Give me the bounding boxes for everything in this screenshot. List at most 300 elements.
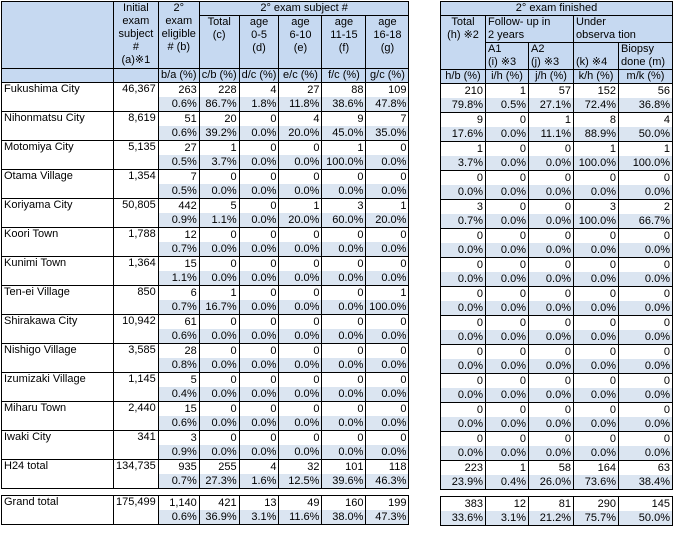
data-row bbox=[2, 228, 409, 243]
value-f: 0 bbox=[322, 373, 366, 388]
k-header bbox=[574, 43, 619, 70]
header-line: age bbox=[291, 16, 310, 28]
pct-k: 0.0% bbox=[574, 301, 619, 316]
pct-c: 27.3% bbox=[199, 474, 239, 489]
value-i: 0 bbox=[486, 345, 529, 360]
value-i: 0 bbox=[486, 142, 529, 157]
value-d: 0 bbox=[239, 112, 279, 127]
pct-f: 38.0% bbox=[322, 510, 366, 525]
pct-k: 100.0% bbox=[574, 156, 619, 171]
value-h: 0 bbox=[441, 258, 486, 273]
value-j: 1 bbox=[529, 113, 574, 128]
under-observation-header bbox=[574, 16, 673, 43]
pct-j: 0.0% bbox=[529, 185, 574, 200]
value-i: 1 bbox=[486, 461, 529, 476]
value-f: 1 bbox=[322, 141, 366, 156]
value-f: 160 bbox=[322, 496, 366, 511]
pct-k: 0.0% bbox=[574, 417, 619, 432]
pct-d: 0.0% bbox=[239, 300, 279, 315]
pct-m: 0.0% bbox=[619, 301, 673, 316]
pct-header: b/a (%) bbox=[158, 69, 199, 83]
value-f: 0 bbox=[322, 315, 366, 330]
followup-header bbox=[486, 16, 574, 43]
area-name: Fukushima City bbox=[2, 83, 114, 112]
value-c: 0 bbox=[199, 373, 239, 388]
pct-d: 0.0% bbox=[239, 242, 279, 257]
value-e: 49 bbox=[279, 496, 322, 511]
value-h: 3 bbox=[441, 200, 486, 215]
value-k: 0 bbox=[574, 171, 619, 186]
value-d: 0 bbox=[239, 286, 279, 301]
initial-exam-value: 50,805 bbox=[114, 199, 159, 228]
pct-g: 0.0% bbox=[366, 184, 409, 199]
value-c: 0 bbox=[199, 228, 239, 243]
value-g: 0 bbox=[366, 141, 409, 156]
pct-b: 0.5% bbox=[158, 155, 199, 170]
pct-c: 86.7% bbox=[199, 97, 239, 112]
value-e: 1 bbox=[279, 199, 322, 214]
pct-h: 0.0% bbox=[441, 272, 486, 287]
value-d: 0 bbox=[239, 141, 279, 156]
area-name: Kunimi Town bbox=[2, 257, 114, 286]
value-g: 7 bbox=[366, 112, 409, 127]
header-line: # (b) bbox=[167, 41, 191, 53]
initial-exam-value: 5,135 bbox=[114, 141, 159, 170]
value-j: 0 bbox=[529, 403, 574, 418]
value-h: 9 bbox=[441, 113, 486, 128]
pct-f: 0.0% bbox=[322, 271, 366, 286]
pct-e: 0.0% bbox=[279, 242, 322, 257]
value-e: 0 bbox=[279, 228, 322, 243]
data-row-pct bbox=[441, 156, 673, 171]
area-name: H24 total bbox=[2, 460, 114, 489]
value-k: 0 bbox=[574, 345, 619, 360]
pct-m: 0.0% bbox=[619, 417, 673, 432]
pct-f: 0.0% bbox=[322, 387, 366, 402]
pct-b: 0.6% bbox=[158, 97, 199, 112]
pct-k: 0.0% bbox=[574, 243, 619, 258]
pct-b: 0.9% bbox=[158, 445, 199, 460]
pct-e: 12.5% bbox=[279, 474, 322, 489]
value-e: 0 bbox=[279, 257, 322, 272]
header-line: (g) bbox=[380, 42, 395, 54]
value-k: 0 bbox=[574, 403, 619, 418]
data-row-pct bbox=[441, 475, 673, 490]
value-h: 210 bbox=[441, 84, 486, 99]
data-row bbox=[441, 316, 673, 331]
value-j: 0 bbox=[529, 258, 574, 273]
data-row-pct bbox=[441, 446, 673, 461]
pct-h: 0.7% bbox=[441, 214, 486, 229]
pct-d: 0.0% bbox=[239, 155, 279, 170]
pct-k: 0.0% bbox=[574, 185, 619, 200]
area-name: Otama Village bbox=[2, 170, 114, 199]
area-name: Motomiya City bbox=[2, 141, 114, 170]
value-d: 0 bbox=[239, 344, 279, 359]
value-h: 0 bbox=[441, 345, 486, 360]
value-k: 164 bbox=[574, 461, 619, 476]
initial-exam-value: 46,367 bbox=[114, 83, 159, 112]
area-name: Nihonmatsu City bbox=[2, 112, 114, 141]
pct-d: 0.0% bbox=[239, 416, 279, 431]
area-name: Koori Town bbox=[2, 228, 114, 257]
initial-exam-value: 8,619 bbox=[114, 112, 159, 141]
pct-g: 0.0% bbox=[366, 155, 409, 170]
data-row bbox=[441, 287, 673, 302]
pct-k: 0.0% bbox=[574, 272, 619, 287]
value-h: 0 bbox=[441, 316, 486, 331]
value-h: 1 bbox=[441, 142, 486, 157]
value-i: 0 bbox=[486, 229, 529, 244]
pct-j: 0.0% bbox=[529, 388, 574, 403]
value-e: 0 bbox=[279, 402, 322, 417]
data-row-pct bbox=[441, 330, 673, 345]
total-h-header bbox=[441, 16, 486, 70]
header-line: 2° bbox=[173, 2, 185, 14]
value-f: 0 bbox=[322, 431, 366, 446]
pct-i: 0.0% bbox=[486, 214, 529, 229]
data-row-pct bbox=[441, 417, 673, 432]
pct-h: 0.0% bbox=[441, 446, 486, 461]
value-i: 0 bbox=[486, 432, 529, 447]
area-name: Iwaki City bbox=[2, 431, 114, 460]
pct-c: 3.7% bbox=[199, 155, 239, 170]
pct-m: 0.0% bbox=[619, 272, 673, 287]
header-line: 16-18 bbox=[373, 29, 402, 41]
age-e-header bbox=[279, 16, 322, 69]
value-d: 0 bbox=[239, 373, 279, 388]
pct-k: 88.9% bbox=[574, 127, 619, 142]
finished-group-header: 2° exam finished bbox=[441, 2, 673, 16]
area-name: Nishigo Village bbox=[2, 344, 114, 373]
value-i: 0 bbox=[486, 316, 529, 331]
pct-header: m/k (%) bbox=[619, 70, 673, 84]
pct-header: d/c (%) bbox=[239, 69, 279, 83]
pct-m: 50.0% bbox=[619, 511, 673, 526]
pct-b: 0.7% bbox=[158, 300, 199, 315]
pct-header: e/c (%) bbox=[279, 69, 322, 83]
header-row-pct bbox=[441, 70, 673, 84]
pct-e: 0.0% bbox=[279, 329, 322, 344]
initial-exam-header bbox=[114, 2, 159, 69]
header-line: Initial bbox=[123, 2, 149, 14]
value-m: 0 bbox=[619, 374, 673, 389]
pct-f: 0.0% bbox=[322, 242, 366, 257]
pct-e: 0.0% bbox=[279, 184, 322, 199]
pct-c: 0.0% bbox=[199, 184, 239, 199]
pct-h: 0.0% bbox=[441, 243, 486, 258]
value-k: 152 bbox=[574, 84, 619, 99]
pct-i: 0.0% bbox=[486, 446, 529, 461]
value-k: 1 bbox=[574, 142, 619, 157]
header-row-1 bbox=[2, 2, 409, 16]
pct-d: 0.0% bbox=[239, 387, 279, 402]
value-c: 0 bbox=[199, 257, 239, 272]
pct-d: 3.1% bbox=[239, 510, 279, 525]
pct-blank bbox=[114, 69, 159, 83]
header-line: 11-15 bbox=[330, 29, 358, 41]
pct-f: 0.0% bbox=[322, 184, 366, 199]
area-pct-header bbox=[2, 69, 114, 83]
value-i: 0 bbox=[486, 113, 529, 128]
value-e: 0 bbox=[279, 373, 322, 388]
pct-i: 0.0% bbox=[486, 243, 529, 258]
exam-finished-table bbox=[440, 1, 673, 526]
header-line: 0-5 bbox=[251, 29, 267, 41]
pct-header: f/c (%) bbox=[322, 69, 366, 83]
value-j: 0 bbox=[529, 142, 574, 157]
pct-d: 1.6% bbox=[239, 474, 279, 489]
pct-g: 100.0% bbox=[366, 300, 409, 315]
pct-j: 0.0% bbox=[529, 417, 574, 432]
value-f: 0 bbox=[322, 344, 366, 359]
data-row bbox=[441, 403, 673, 418]
pct-m: 0.0% bbox=[619, 359, 673, 374]
value-g: 118 bbox=[366, 460, 409, 475]
value-h: 0 bbox=[441, 403, 486, 418]
pct-c: 36.9% bbox=[199, 510, 239, 525]
value-c: 1 bbox=[199, 286, 239, 301]
value-g: 1 bbox=[366, 199, 409, 214]
pct-m: 0.0% bbox=[619, 185, 673, 200]
pct-c: 0.0% bbox=[199, 271, 239, 286]
pct-e: 20.0% bbox=[279, 126, 322, 141]
pct-c: 0.0% bbox=[199, 358, 239, 373]
pct-header: g/c (%) bbox=[366, 69, 409, 83]
value-i: 0 bbox=[486, 374, 529, 389]
pct-f: 45.0% bbox=[322, 126, 366, 141]
value-c: 0 bbox=[199, 315, 239, 330]
value-c: 0 bbox=[199, 431, 239, 446]
pct-k: 73.6% bbox=[574, 475, 619, 490]
data-row bbox=[441, 461, 673, 476]
spacer bbox=[441, 490, 673, 497]
pct-j: 0.0% bbox=[529, 243, 574, 258]
data-row bbox=[441, 171, 673, 186]
pct-b: 0.5% bbox=[158, 184, 199, 199]
data-row bbox=[441, 432, 673, 447]
value-h: 383 bbox=[441, 497, 486, 512]
value-f: 9 bbox=[322, 112, 366, 127]
pct-h: 79.8% bbox=[441, 98, 486, 113]
value-k: 0 bbox=[574, 432, 619, 447]
value-i: 1 bbox=[486, 84, 529, 99]
pct-j: 26.0% bbox=[529, 475, 574, 490]
header-row-2 bbox=[441, 16, 673, 43]
value-i: 0 bbox=[486, 171, 529, 186]
value-d: 0 bbox=[239, 199, 279, 214]
pct-d: 0.0% bbox=[239, 271, 279, 286]
data-row bbox=[441, 200, 673, 215]
value-e: 0 bbox=[279, 141, 322, 156]
pct-i: 0.0% bbox=[486, 185, 529, 200]
pct-e: 0.0% bbox=[279, 271, 322, 286]
data-row-pct bbox=[441, 185, 673, 200]
pct-e: 11.8% bbox=[279, 97, 322, 112]
pct-f: 100.0% bbox=[322, 155, 366, 170]
value-d: 0 bbox=[239, 402, 279, 417]
pct-i: 0.0% bbox=[486, 417, 529, 432]
value-d: 13 bbox=[239, 496, 279, 511]
value-m: 1 bbox=[619, 142, 673, 157]
data-row-pct bbox=[441, 243, 673, 258]
pct-b: 0.7% bbox=[158, 474, 199, 489]
pct-m: 0.0% bbox=[619, 446, 673, 461]
pct-j: 0.0% bbox=[529, 301, 574, 316]
value-k: 0 bbox=[574, 229, 619, 244]
data-row-pct bbox=[441, 359, 673, 374]
value-m: 0 bbox=[619, 258, 673, 273]
pct-g: 46.3% bbox=[366, 474, 409, 489]
header-line: age bbox=[334, 16, 354, 28]
value-f: 0 bbox=[322, 170, 366, 185]
initial-exam-value: 1,364 bbox=[114, 257, 159, 286]
value-h: 0 bbox=[441, 432, 486, 447]
pct-b: 0.6% bbox=[158, 126, 199, 141]
value-d: 0 bbox=[239, 257, 279, 272]
header-row-1 bbox=[441, 2, 673, 16]
value-e: 0 bbox=[279, 431, 322, 446]
value-m: 56 bbox=[619, 84, 673, 99]
value-g: 0 bbox=[366, 170, 409, 185]
value-k: 0 bbox=[574, 316, 619, 331]
value-k: 0 bbox=[574, 287, 619, 302]
pct-f: 38.6% bbox=[322, 97, 366, 112]
biopsy-header bbox=[619, 43, 673, 70]
header-line: exam bbox=[122, 15, 150, 27]
data-row-pct bbox=[441, 214, 673, 229]
pct-k: 75.7% bbox=[574, 511, 619, 526]
value-f: 101 bbox=[322, 460, 366, 475]
pct-f: 0.0% bbox=[322, 416, 366, 431]
pct-b: 0.6% bbox=[158, 329, 199, 344]
value-b: 7 bbox=[158, 170, 199, 185]
pct-b: 0.8% bbox=[158, 358, 199, 373]
value-m: 2 bbox=[619, 200, 673, 215]
data-row bbox=[441, 497, 673, 512]
area-header bbox=[2, 2, 114, 69]
pct-h: 0.0% bbox=[441, 388, 486, 403]
area-name: Grand total bbox=[2, 496, 114, 525]
pct-h: 17.6% bbox=[441, 127, 486, 142]
pct-e: 0.0% bbox=[279, 155, 322, 170]
pct-f: 0.0% bbox=[322, 329, 366, 344]
pct-d: 0.0% bbox=[239, 126, 279, 141]
area-name: Izumizaki Village bbox=[2, 373, 114, 402]
data-row bbox=[441, 258, 673, 273]
area-name: Ten-ei Village bbox=[2, 286, 114, 315]
value-b: 263 bbox=[158, 83, 199, 98]
pct-header: c/b (%) bbox=[199, 69, 239, 83]
age-g-header bbox=[366, 16, 409, 69]
pct-i: 0.0% bbox=[486, 388, 529, 403]
value-j: 0 bbox=[529, 229, 574, 244]
a1-header bbox=[486, 43, 529, 70]
pct-b: 0.6% bbox=[158, 416, 199, 431]
pct-e: 0.0% bbox=[279, 445, 322, 460]
area-name: Miharu Town bbox=[2, 402, 114, 431]
value-m: 0 bbox=[619, 345, 673, 360]
value-j: 58 bbox=[529, 461, 574, 476]
header-line: (a)※1 bbox=[121, 54, 151, 66]
header-line: (e) bbox=[293, 42, 308, 54]
pct-j: 11.1% bbox=[529, 127, 574, 142]
initial-exam-value: 1,354 bbox=[114, 170, 159, 199]
pct-m: 38.4% bbox=[619, 475, 673, 490]
value-b: 6 bbox=[158, 286, 199, 301]
pct-m: 50.0% bbox=[619, 127, 673, 142]
pct-e: 0.0% bbox=[279, 416, 322, 431]
value-f: 0 bbox=[322, 402, 366, 417]
value-b: 442 bbox=[158, 199, 199, 214]
value-j: 0 bbox=[529, 200, 574, 215]
header-line: age bbox=[249, 16, 269, 28]
area-name: Shirakawa City bbox=[2, 315, 114, 344]
pct-h: 0.0% bbox=[441, 330, 486, 345]
pct-f: 0.0% bbox=[322, 445, 366, 460]
value-c: 1 bbox=[199, 141, 239, 156]
pct-i: 0.0% bbox=[486, 156, 529, 171]
data-row bbox=[2, 496, 409, 511]
pct-c: 0.0% bbox=[199, 329, 239, 344]
data-row bbox=[441, 345, 673, 360]
pct-g: 35.0% bbox=[366, 126, 409, 141]
pct-c: 1.1% bbox=[199, 213, 239, 228]
value-g: 0 bbox=[366, 257, 409, 272]
data-row bbox=[2, 112, 409, 127]
value-j: 0 bbox=[529, 374, 574, 389]
pct-j: 0.0% bbox=[529, 272, 574, 287]
pct-g: 0.0% bbox=[366, 445, 409, 460]
data-row bbox=[2, 83, 409, 98]
pct-header: h/b (%) bbox=[441, 70, 486, 84]
value-m: 0 bbox=[619, 287, 673, 302]
value-j: 0 bbox=[529, 345, 574, 360]
pct-e: 20.0% bbox=[279, 213, 322, 228]
data-row bbox=[2, 170, 409, 185]
value-e: 0 bbox=[279, 344, 322, 359]
data-row bbox=[441, 113, 673, 128]
value-f: 0 bbox=[322, 228, 366, 243]
total-c-header bbox=[199, 16, 239, 69]
value-c: 20 bbox=[199, 112, 239, 127]
data-row bbox=[2, 344, 409, 359]
pct-i: 0.5% bbox=[486, 98, 529, 113]
header-line: (f) bbox=[338, 42, 350, 54]
pct-f: 0.0% bbox=[322, 358, 366, 373]
a2-header bbox=[529, 43, 574, 70]
initial-exam-value: 10,942 bbox=[114, 315, 159, 344]
value-b: 935 bbox=[158, 460, 199, 475]
value-j: 0 bbox=[529, 432, 574, 447]
pct-d: 0.0% bbox=[239, 445, 279, 460]
pct-b: 0.6% bbox=[158, 510, 199, 525]
pct-header: j/h (%) bbox=[529, 70, 574, 84]
value-m: 145 bbox=[619, 497, 673, 512]
pct-c: 16.7% bbox=[199, 300, 239, 315]
pct-i: 3.1% bbox=[486, 511, 529, 526]
header-line: Follow- up in bbox=[488, 16, 551, 28]
pct-f: 39.6% bbox=[322, 474, 366, 489]
value-d: 4 bbox=[239, 83, 279, 98]
value-b: 12 bbox=[158, 228, 199, 243]
header-line: subject bbox=[118, 28, 154, 40]
header-line: Total bbox=[451, 16, 475, 28]
value-g: 0 bbox=[366, 344, 409, 359]
pct-g: 0.0% bbox=[366, 416, 409, 431]
value-d: 4 bbox=[239, 460, 279, 475]
pct-c: 39.2% bbox=[199, 126, 239, 141]
